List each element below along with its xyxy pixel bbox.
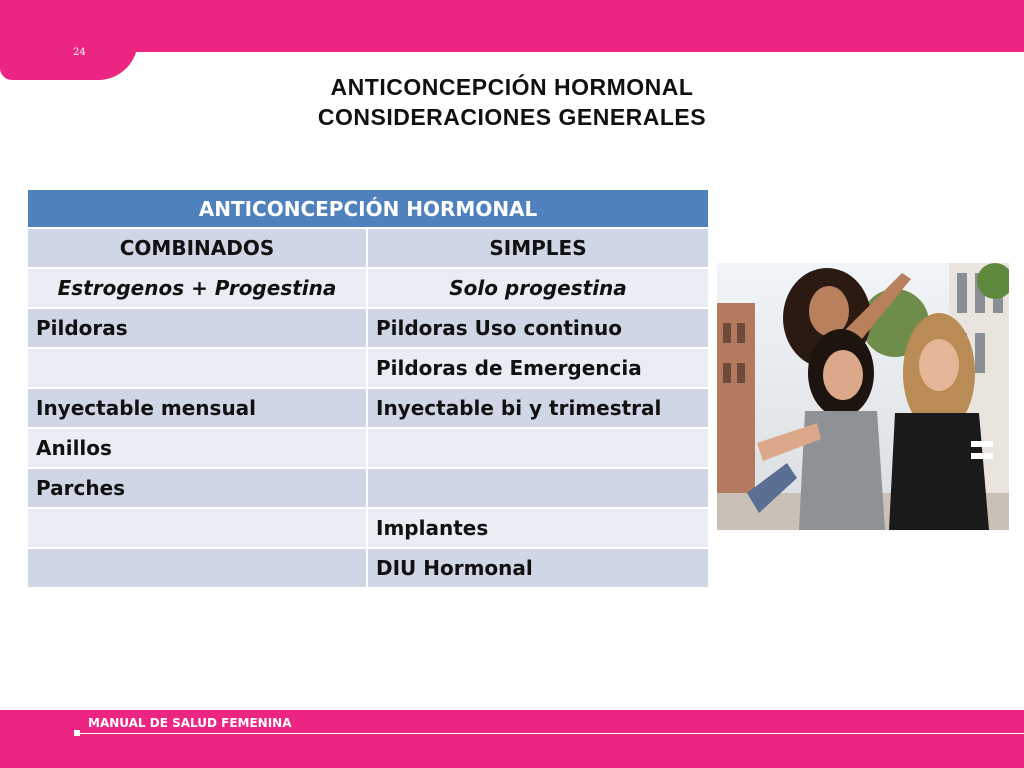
table-cell <box>27 508 367 548</box>
table-subheader-row <box>27 268 709 308</box>
table-cell: Inyectable mensual <box>27 388 367 428</box>
footer-bullet <box>74 730 80 736</box>
table-cell: Implantes <box>367 508 709 548</box>
table-cell <box>27 348 367 388</box>
table-cell: Pildoras <box>27 308 367 348</box>
table-row <box>27 468 709 508</box>
page-number: 24 <box>73 47 86 58</box>
table-cell: DIU Hormonal <box>367 548 709 588</box>
table-header: ANTICONCEPCIÓN HORMONAL <box>27 189 709 228</box>
slide-title <box>0 72 1024 132</box>
table-row <box>27 508 709 548</box>
slide-title-line-1: ANTICONCEPCIÓN HORMONAL <box>330 74 694 100</box>
slide-title-line-2: CONSIDERACIONES GENERALES <box>317 104 707 130</box>
footer-title: MANUAL DE SALUD FEMENINA <box>88 716 292 730</box>
footer-divider <box>80 733 1024 734</box>
table-column-headers <box>27 228 709 268</box>
subheader-simples: Solo progestina <box>367 268 709 308</box>
table-cell: Parches <box>27 468 367 508</box>
table-cell <box>27 548 367 588</box>
contraception-table <box>26 188 710 589</box>
table-row <box>27 428 709 468</box>
table-row <box>27 388 709 428</box>
table-row <box>27 548 709 588</box>
subheader-combinados: Estrogenos + Progestina <box>27 268 367 308</box>
photo-young-women <box>717 263 1009 530</box>
table-row <box>27 308 709 348</box>
column-header-simples: SIMPLES <box>367 228 709 268</box>
column-header-combinados: COMBINADOS <box>27 228 367 268</box>
table-row <box>27 348 709 388</box>
table-cell: Anillos <box>27 428 367 468</box>
table-cell: Pildoras de Emergencia <box>367 348 709 388</box>
table-cell: Pildoras Uso continuo <box>367 308 709 348</box>
table-header-row <box>27 189 709 228</box>
table-cell: Inyectable bi y trimestral <box>367 388 709 428</box>
photo-illustration <box>717 263 1009 530</box>
table-cell <box>367 468 709 508</box>
top-banner <box>0 0 1024 52</box>
table-cell <box>367 428 709 468</box>
